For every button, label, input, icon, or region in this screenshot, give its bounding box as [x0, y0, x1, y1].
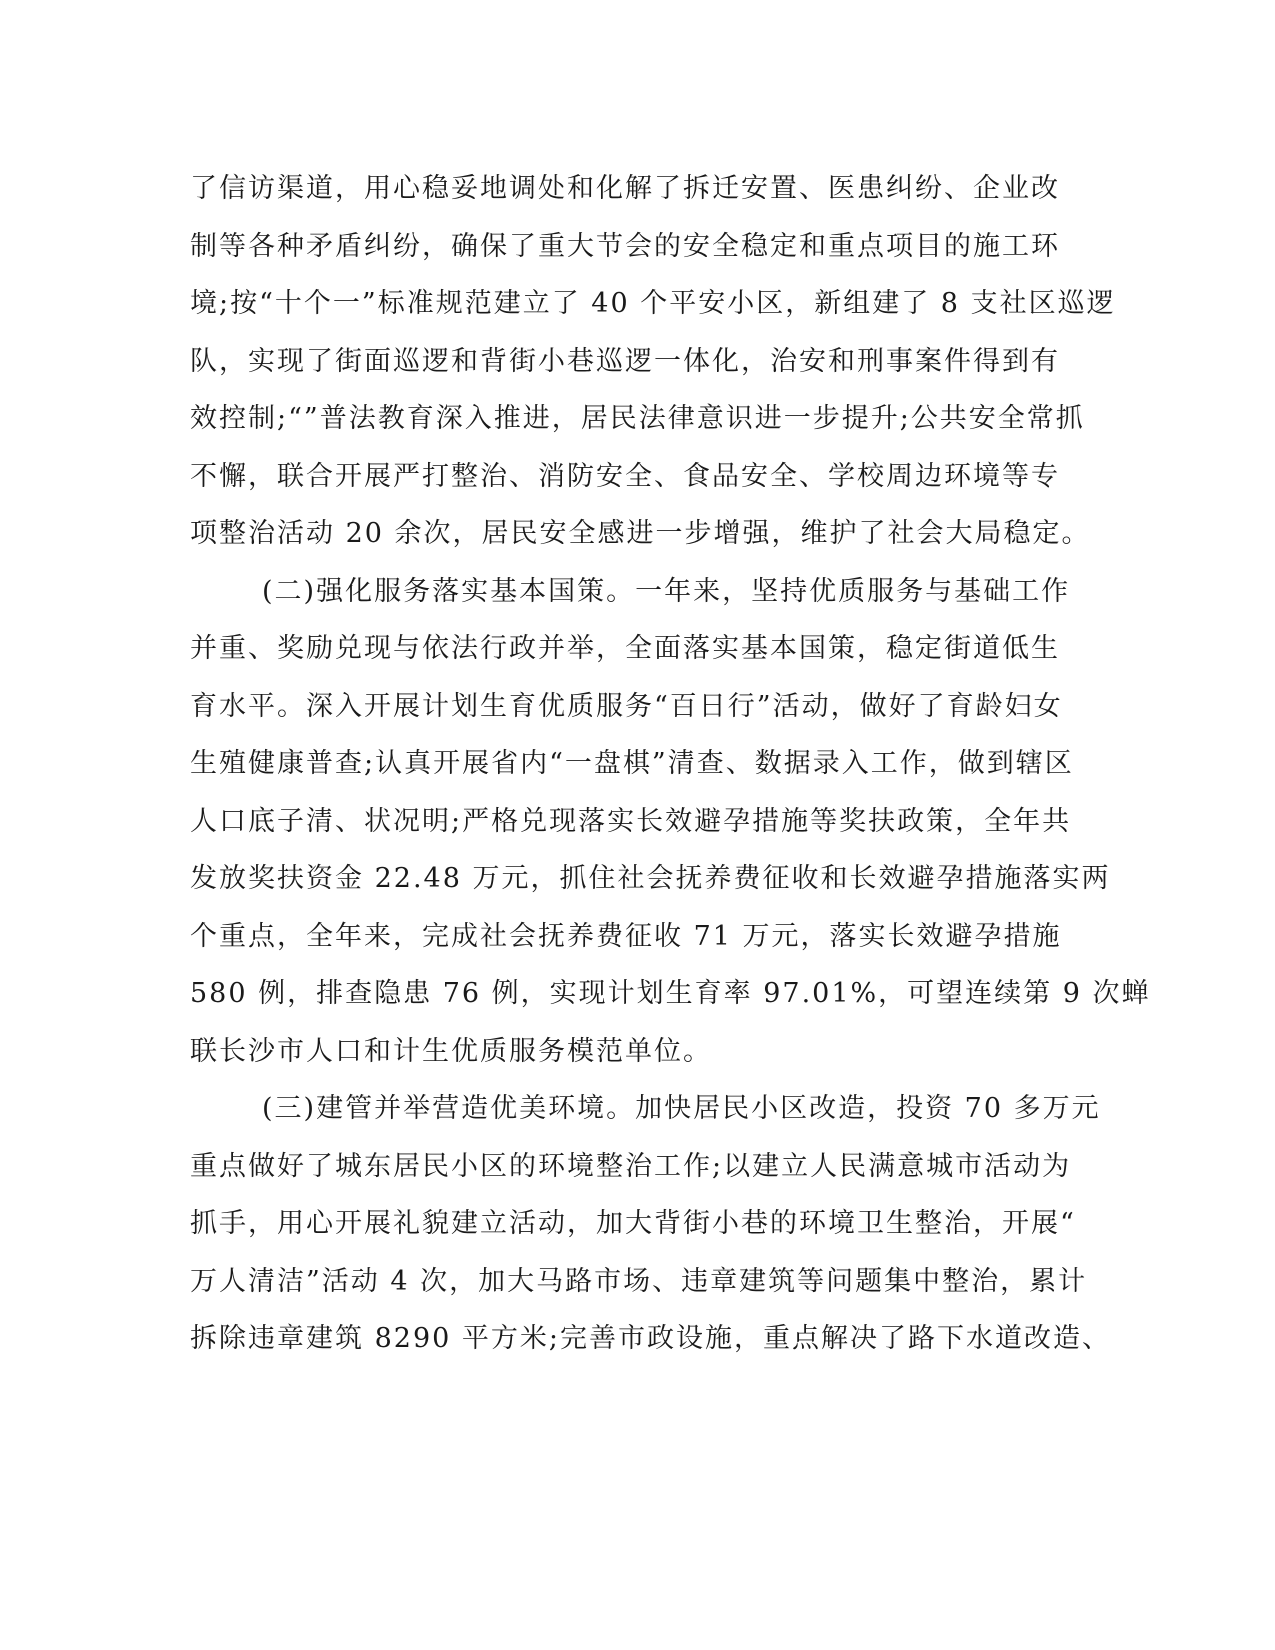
text-line: 效控制;“”普法教育深入推进，居民法律意识进一步提升;公共安全常抓 [190, 403, 1085, 434]
text-line: 育水平。深入开展计划生育优质服务“百日行”活动，做好了育龄妇女 [190, 690, 1063, 722]
text-line: (三)建管并举营造优美环境。加快居民小区改造，投资 70 多万元 [262, 1093, 1101, 1124]
text-line: 发放奖扶资金 22.48 万元，抓住社会抚养费征收和长效避孕措施落实两 [190, 863, 1111, 894]
body-text [190, 160, 1151, 1368]
text-line: 抓手，用心开展礼貌建立活动，加大背街小巷的环境卫生整治，开展“ [190, 1208, 1076, 1239]
text-line: 人口底子清、状况明;严格兑现落实长效避孕措施等奖扶政策，全年共 [190, 805, 1072, 837]
text-line: 生殖健康普查;认真开展省内“一盘棋”清查、数据录入工作，做到辖区 [190, 748, 1074, 779]
text-line: 580 例，排查隐患 76 例，实现计划生育率 97.01%，可望连续第 9 次蝉 [190, 978, 1151, 1009]
text-line: 制等各种矛盾纠纷，确保了重大节会的安全稳定和重点项目的施工环 [190, 230, 1060, 262]
text-line: 了信访渠道，用心稳妥地调处和化解了拆迁安置、医患纠纷、企业改 [190, 173, 1060, 204]
text-line: 不懈，联合开展严打整治、消防安全、食品安全、学校周边环境等专 [190, 460, 1060, 492]
paragraph-2 [190, 563, 1151, 1081]
paragraph-3 [190, 1080, 1111, 1368]
text-line: (二)强化服务落实基本国策。一年来，坚持优质服务与基础工作 [262, 575, 1071, 607]
text-line: 队，实现了街面巡逻和背街小巷巡逻一体化，治安和刑事案件得到有 [190, 345, 1060, 377]
text-line: 境;按“十个一”标准规范建立了 40 个平安小区，新组建了 8 支社区巡逻 [190, 288, 1116, 319]
text-line: 项整治活动 20 余次，居民安全感进一步增强，维护了社会大局稳定。 [190, 518, 1091, 549]
text-line: 并重、奖励兑现与依法行政并举，全面落实基本国策，稳定街道低生 [190, 633, 1060, 664]
text-line: 个重点，全年来，完成社会抚养费征收 71 万元，落实长效避孕措施 [190, 920, 1062, 952]
paragraph-1 [190, 160, 1116, 563]
text-line: 万人清洁”活动 4 次，加大马路市场、违章建筑等问题集中整治，累计 [190, 1265, 1088, 1297]
text-line: 联长沙市人口和计生优质服务模范单位。 [190, 1035, 712, 1067]
text-line: 重点做好了城东居民小区的环境整治工作;以建立人民满意城市活动为 [190, 1150, 1072, 1182]
text-line: 拆除违章建筑 8290 平方米;完善市政设施，重点解决了路下水道改造、 [190, 1323, 1111, 1354]
